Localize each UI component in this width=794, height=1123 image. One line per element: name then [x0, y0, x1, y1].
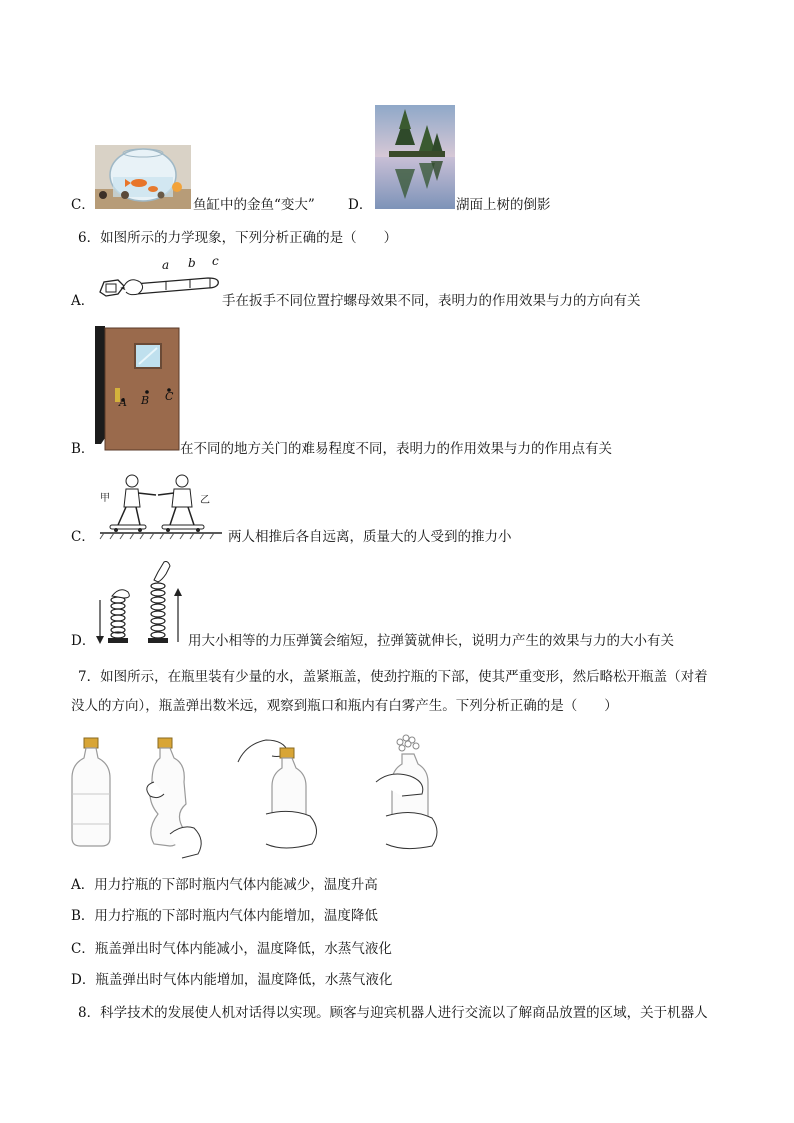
springs-diagram	[92, 558, 184, 648]
q6-option-b-letter: B．	[71, 441, 95, 457]
fishbowl-image	[95, 145, 191, 209]
skaters-diagram	[96, 471, 226, 545]
bottle-experiment-diagram	[70, 734, 450, 864]
wrench-label-a: a	[162, 258, 170, 272]
wrench-label-c: c	[212, 254, 219, 268]
q6-option-a-letter: A．	[71, 293, 95, 309]
door-label-a: A	[119, 396, 127, 409]
q5-option-d-letter: D．	[348, 197, 373, 213]
q6-option-a-text: 手在扳手不同位置拧螺母效果不同，表明力的作用效果与力的方向有关	[222, 293, 641, 309]
q5-option-c-text: 鱼缸中的金鱼“变大”	[193, 197, 315, 213]
q6-option-c-letter: C．	[71, 529, 95, 545]
q6-stem: 6．如图所示的力学现象，下列分析正确的是（ ）	[78, 230, 398, 246]
q7-stem-line2: 没人的方向），瓶盖弹出数米远，观察到瓶口和瓶内有白雾产生。下列分析正确的是（ ）	[71, 698, 618, 714]
q7-option-c: C．瓶盖弹出时气体内能减小，温度降低，水蒸气液化	[71, 941, 392, 957]
q6-option-c-text: 两人相推后各自远离，质量大的人受到的推力小	[228, 529, 512, 545]
door-diagram	[95, 326, 181, 454]
q8-stem-line1: 8．科学技术的发展使人机对话得以实现。顾客与迎宾机器人进行交流以了解商品放置的区域，关于机器人	[78, 1005, 708, 1021]
q7-option-d: D．瓶盖弹出时气体内能增加，温度降低，水蒸气液化	[71, 972, 393, 988]
q7-option-a: A．用力拧瓶的下部时瓶内气体内能减少，温度升高	[71, 877, 378, 893]
skater-label-yi: 乙	[200, 495, 210, 506]
wrench-label-b: b	[188, 256, 196, 270]
q7-stem-line1: 7．如图所示，在瓶里装有少量的水，盖紧瓶盖，使劲拧瓶的下部，使其严重变形，然后略松开瓶盖（对着	[78, 669, 708, 685]
q5-option-d-text: 湖面上树的倒影	[456, 197, 551, 213]
wrench-diagram	[96, 254, 224, 308]
skater-label-jia: 甲	[100, 493, 110, 504]
door-label-c: C	[165, 390, 174, 403]
q5-option-c-letter: C．	[71, 197, 95, 213]
door-label-b: B	[141, 394, 150, 407]
q7-option-b: B．用力拧瓶的下部时瓶内气体内能增加，温度降低	[71, 908, 378, 924]
q6-option-d-letter: D．	[71, 633, 96, 649]
lake-reflection-image	[375, 105, 455, 209]
q6-option-d-text: 用大小相等的力压弹簧会缩短，拉弹簧就伸长，说明力产生的效果与力的大小有关	[188, 633, 674, 649]
q6-option-b-text: 在不同的地方关门的难易程度不同，表明力的作用效果与力的作用点有关	[180, 441, 612, 457]
